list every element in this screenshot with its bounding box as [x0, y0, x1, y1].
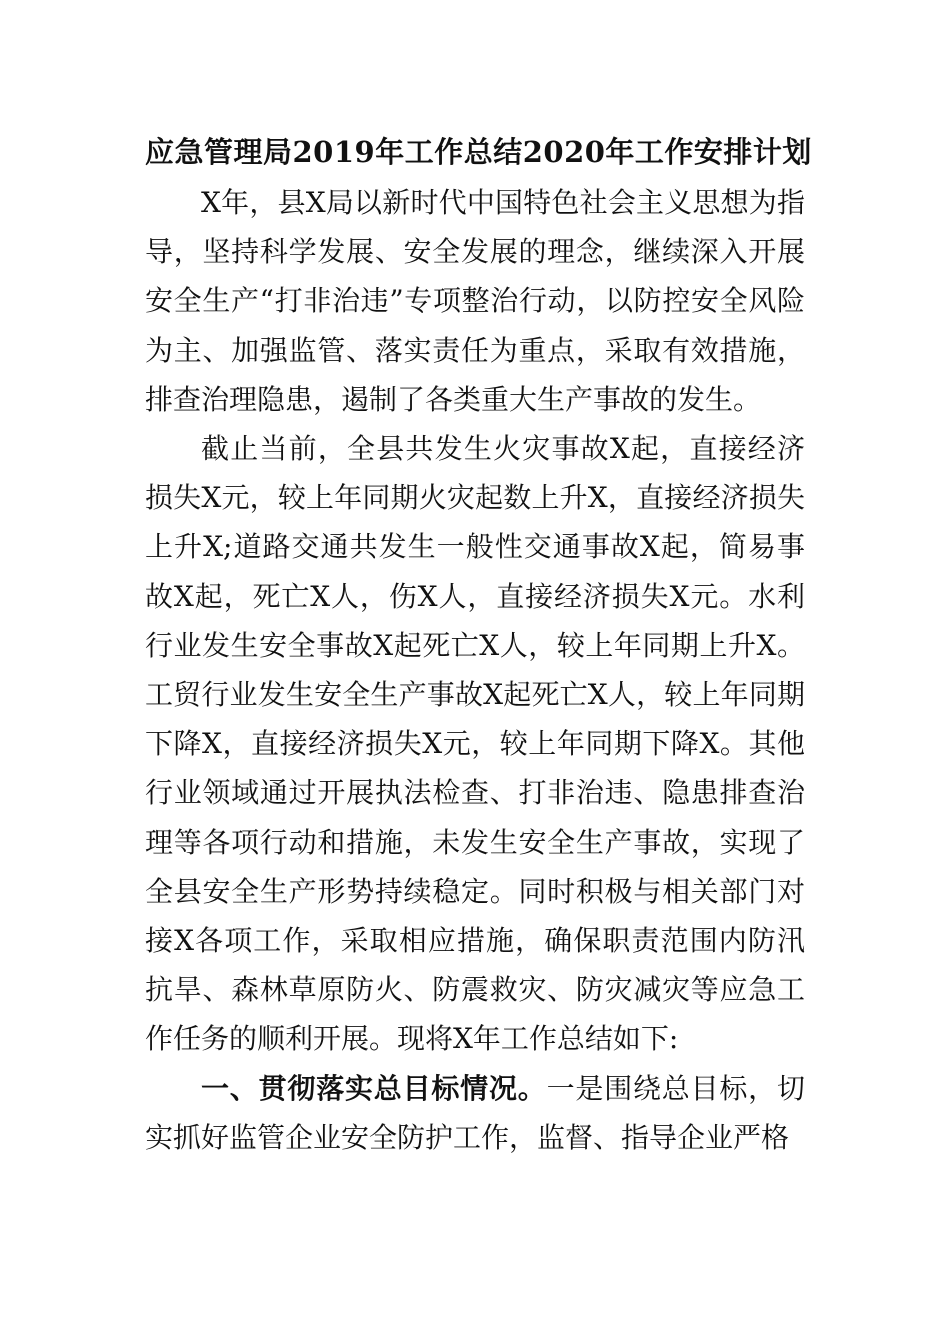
document-body	[145, 178, 805, 1162]
document-title: 应急管理局2019年工作总结2020年工作安排计划	[145, 135, 812, 169]
paragraph-statistics: 截止当前，全县共发生火灾事故X起，直接经济损失X元，较上年同期火灾起数上升X，直接经济损失上升X;道路交通共发生一般性交通事故X起，简易事故X起，死亡X人，伤X人，直接经济损失X元。水利行业发生安全事故X起死亡X人，较上年同期上升X。工贸行业发生安全生产事故X起死亡X人，较上年同期下降X，直接经济损失X元，较上年同期下降X。其他行业领域通过开展执法检查、打非治违、隐患排查治理等各项行动和措施，未发生安全生产事故，实现了全县安全生产形势持续稳定。同时积极与相关部门对接X各项工作，采取相应措施，确保职责范围内防汛抗旱、森林草原防火、防震救灾、防灾减灾等应急工作任务的顺利开展。现将X年工作总结如下:	[145, 432, 805, 1056]
paragraph-intro: X年，县X局以新时代中国特色社会主义思想为指导，坚持科学发展、安全发展的理念，继续深入开展安全生产“打非治违”专项整治行动，以防控安全风险为主、加强监管、落实责任为重点，采取有效措施，排查治理隐患，遏制了各类重大生产事故的发生。	[145, 186, 805, 416]
section-1-heading: 一、贯彻落实总目标情况。	[201, 1071, 547, 1105]
paragraph-section-1	[145, 1064, 805, 1162]
section-1-text: 一是围绕总目标，切实抓好监管企业安全防护工作，监督、指导企业严格	[145, 1071, 805, 1154]
